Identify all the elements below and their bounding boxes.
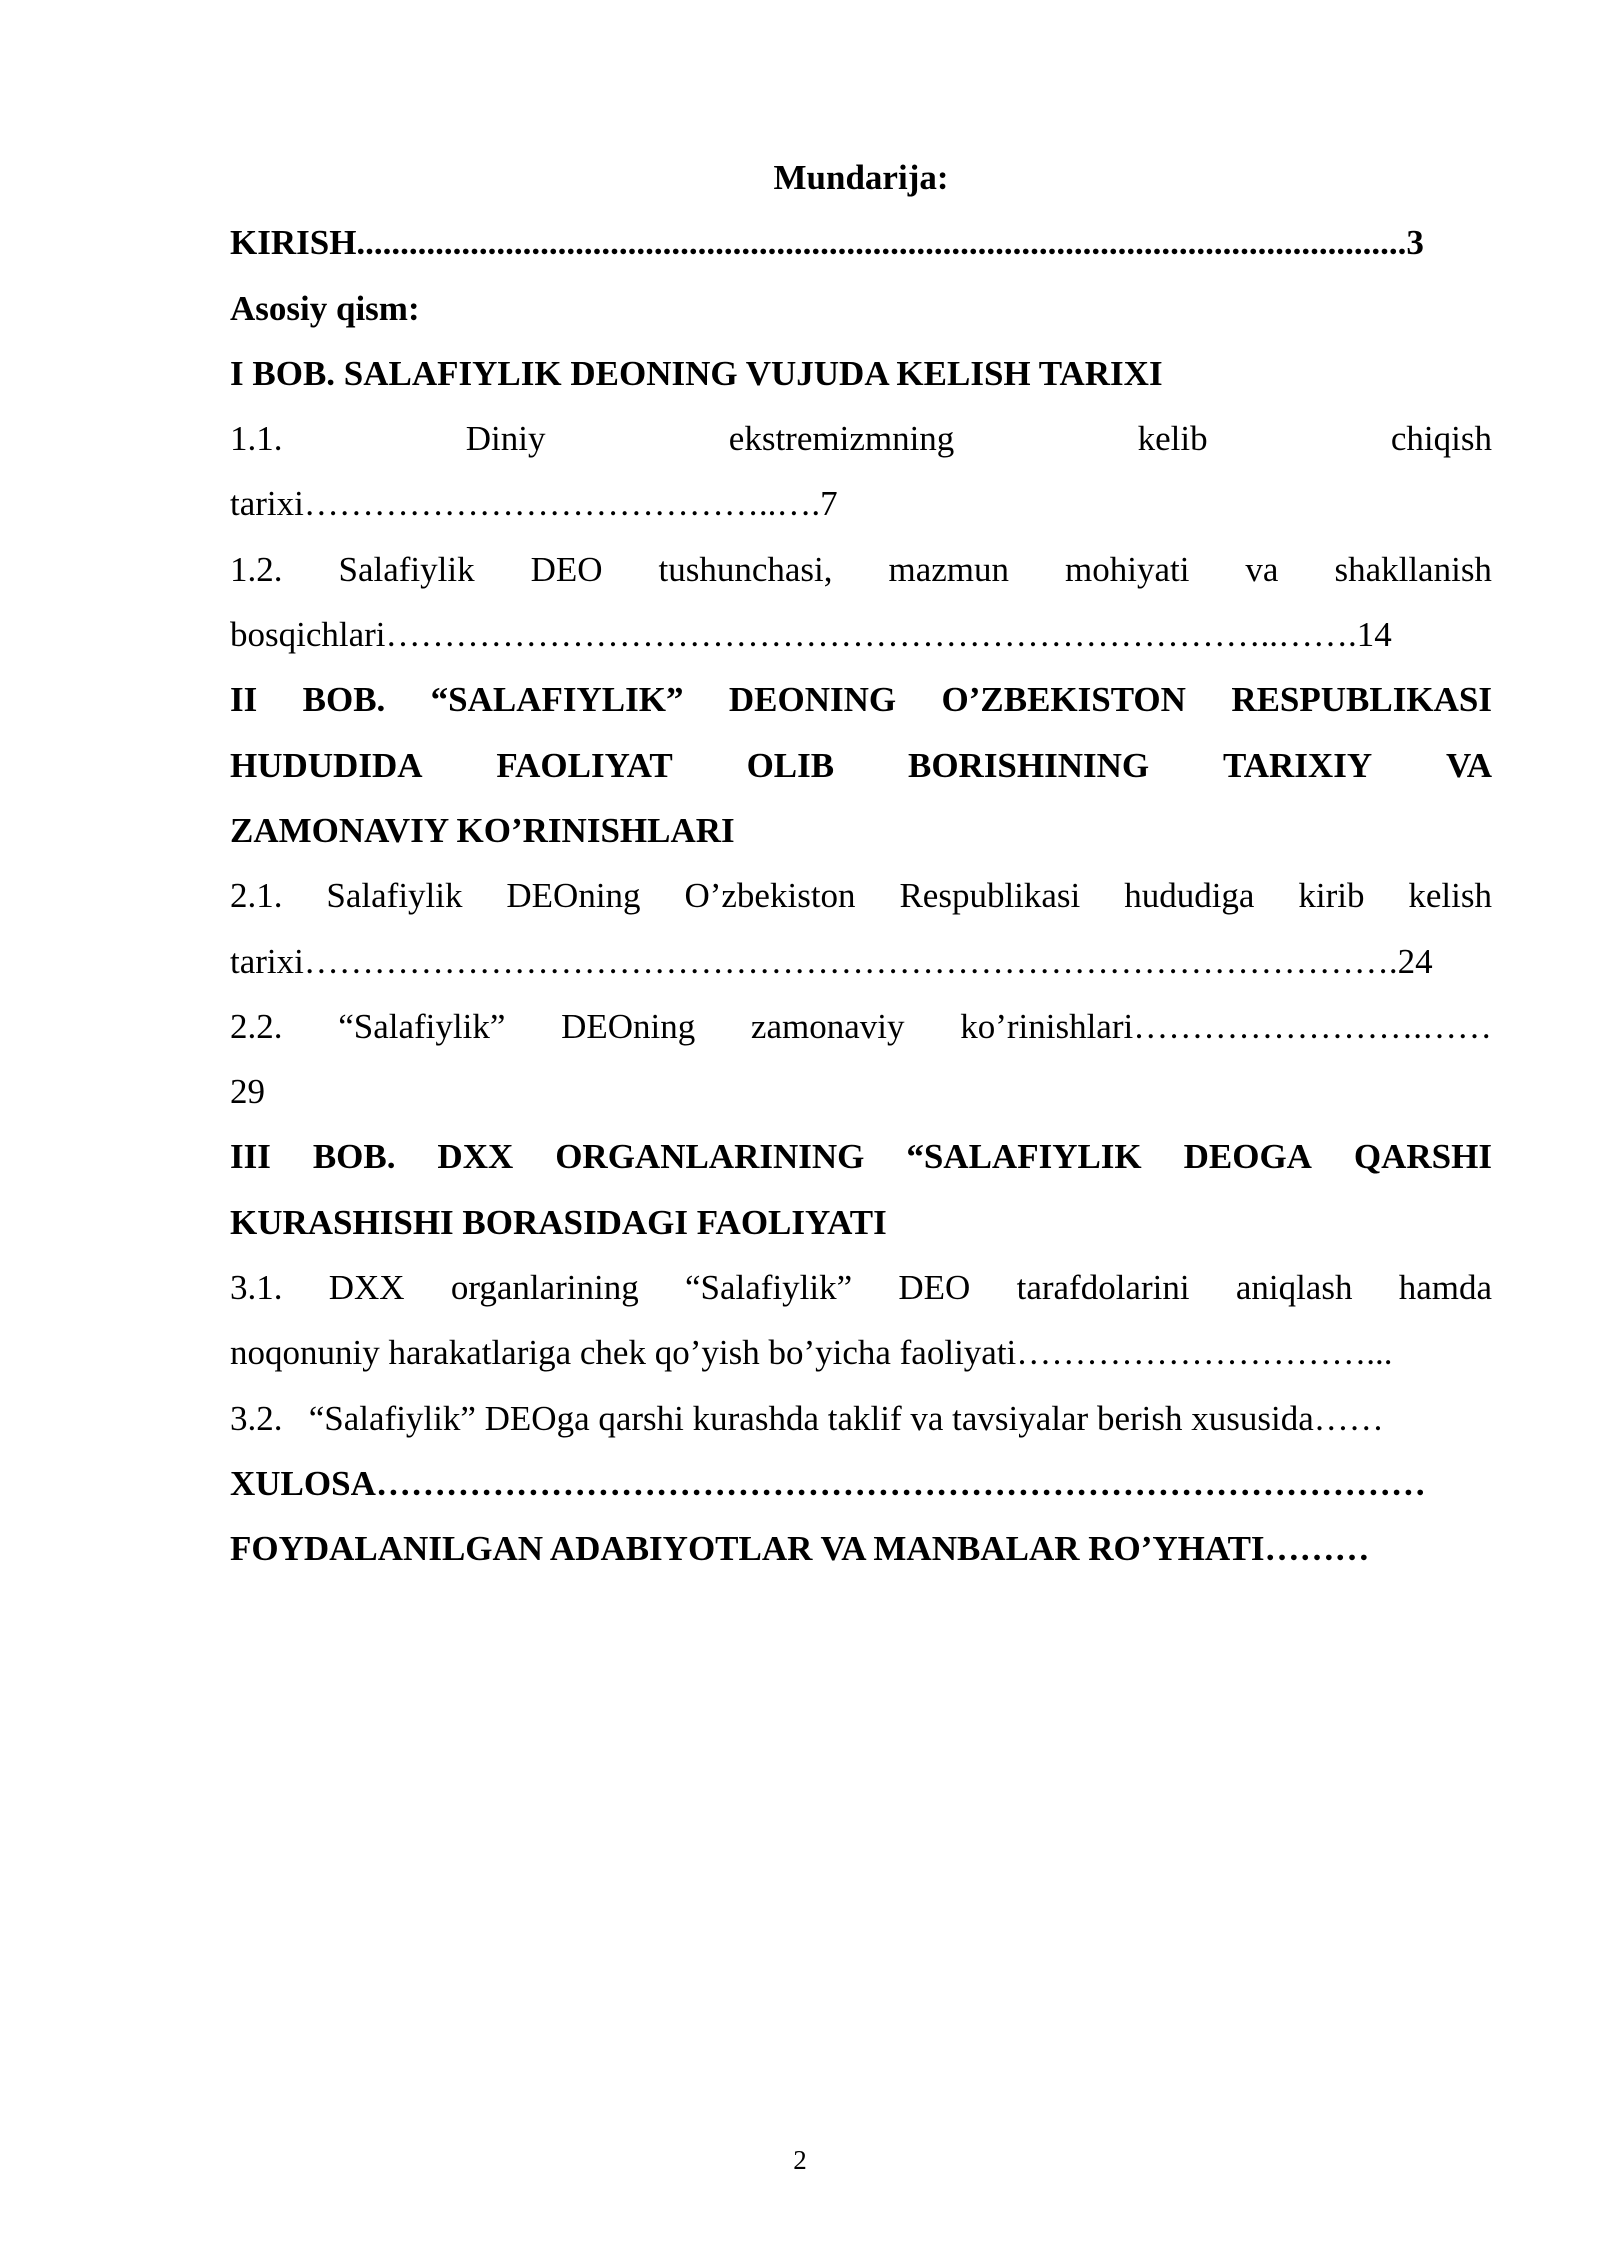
toc-word: chiqish: [1390, 419, 1492, 459]
toc-word: BOB.: [312, 1137, 396, 1177]
toc-section-2-2: [230, 994, 1492, 1059]
toc-title: Mundarija:: [773, 158, 949, 197]
toc-section-1-2: [230, 537, 1492, 602]
toc-chapter-3-title-line-1: [230, 1124, 1492, 1189]
toc-section-2-1-cont: tarixi………………………………………………………………………………….24: [230, 941, 1433, 981]
toc-word: 2.2.: [230, 1006, 283, 1046]
toc-section-1-1: [230, 406, 1492, 471]
toc-word: aniqlash: [1235, 1268, 1353, 1308]
toc-word: Respublikasi: [899, 876, 1081, 916]
toc-word: DEO: [530, 549, 603, 589]
toc-word: DEO: [898, 1268, 971, 1308]
toc-chapter-3-title-line-2: KURASHISHI BORASIDAGI FAOLIYATI: [230, 1202, 887, 1242]
toc-word: Salafiylik: [326, 876, 463, 916]
toc-entry-kirish: KIRISH........................................................................................................................3: [230, 223, 1424, 263]
toc-word: 1.1.: [230, 419, 283, 459]
toc-word: ekstremizmning: [728, 419, 955, 459]
table-of-contents: [230, 145, 1492, 1582]
toc-word: ko’rinishlari…………………….……: [960, 1006, 1492, 1046]
toc-word: QARSHI: [1353, 1137, 1492, 1177]
toc-word: “Salafiylik”: [685, 1268, 853, 1308]
toc-word: DEOGA: [1183, 1137, 1312, 1177]
toc-word: “SALAFIYLIK”: [430, 680, 684, 720]
toc-word: 3.1.: [230, 1268, 283, 1308]
toc-word: “SALAFIYLIK: [906, 1137, 1142, 1177]
toc-word: tarafdolarini: [1016, 1268, 1190, 1308]
toc-word: DXX: [437, 1137, 514, 1177]
toc-word: hududiga: [1124, 876, 1255, 916]
toc-word: mohiyati: [1065, 549, 1190, 589]
toc-word: II: [230, 680, 258, 720]
toc-word: “Salafiylik”: [338, 1006, 506, 1046]
toc-word: DXX: [328, 1268, 405, 1308]
toc-word: organlarining: [450, 1268, 639, 1308]
page-number: 2: [793, 2145, 807, 2175]
toc-word: BOB.: [302, 680, 386, 720]
toc-word: Salafiylik: [338, 549, 475, 589]
toc-word: ORGANLARINING: [555, 1137, 865, 1177]
toc-word: O’zbekiston: [684, 876, 856, 916]
toc-word: III: [230, 1137, 271, 1177]
toc-word: O’ZBEKISTON: [941, 680, 1186, 720]
toc-word: OLIB: [746, 745, 835, 785]
toc-word: mazmun: [888, 549, 1010, 589]
toc-word: kelib: [1137, 419, 1208, 459]
toc-section-2-2-page: 29: [230, 1072, 265, 1112]
toc-word: 1.2.: [230, 549, 283, 589]
toc-word: HUDUDIDA: [230, 745, 423, 785]
toc-word: RESPUBLIKASI: [1231, 680, 1492, 720]
toc-section-3-1: [230, 1255, 1492, 1320]
toc-word: Diniy: [465, 419, 546, 459]
toc-word: TARIXIY: [1223, 745, 1373, 785]
toc-word: kirib: [1298, 876, 1365, 916]
toc-word: tushunchasi,: [658, 549, 833, 589]
toc-word: DEOning: [506, 876, 641, 916]
toc-entry-adabiyotlar: FOYDALANILGAN ADABIYOTLAR VA MANBALAR RO’YHATI………: [230, 1529, 1370, 1569]
toc-word: DEOning: [561, 1006, 696, 1046]
toc-word: VA: [1445, 745, 1492, 785]
toc-chapter-2-title-line-2: [230, 733, 1492, 798]
toc-word: va: [1245, 549, 1279, 589]
toc-word: kelish: [1408, 876, 1492, 916]
toc-section-3-1-cont: noqonuniy harakatlariga chek qo’yish bo’yicha faoliyati…………………………...: [230, 1333, 1393, 1373]
toc-section-3-2: 3.2. “Salafiylik” DEOga qarshi kurashda taklif va tavsiyalar berish xususida……: [230, 1398, 1384, 1438]
toc-section-1-2-cont: bosqichlari…………………………………………………………………..…….14: [230, 615, 1392, 655]
toc-word: 2.1.: [230, 876, 283, 916]
toc-word: DEONING: [728, 680, 897, 720]
toc-chapter-2-title-line-3: ZAMONAVIY KO’RINISHLARI: [230, 810, 735, 850]
toc-section-2-1: [230, 863, 1492, 928]
toc-heading-asosiy-qism: Asosiy qism:: [230, 288, 420, 328]
toc-word: shakllanish: [1334, 549, 1492, 589]
toc-section-1-1-cont: tarixi…………………………………..….7: [230, 484, 838, 524]
toc-word: BORISHINING: [907, 745, 1150, 785]
toc-entry-xulosa: XULOSA………………………………………………………………………………: [230, 1463, 1426, 1503]
toc-chapter-1-title: I BOB. SALAFIYLIK DEONING VUJUDA KELISH TARIXI: [230, 353, 1163, 393]
toc-word: FAOLIYAT: [496, 745, 673, 785]
toc-word: zamonaviy: [750, 1006, 905, 1046]
toc-word: hamda: [1398, 1268, 1492, 1308]
toc-chapter-2-title-line-1: [230, 667, 1492, 732]
